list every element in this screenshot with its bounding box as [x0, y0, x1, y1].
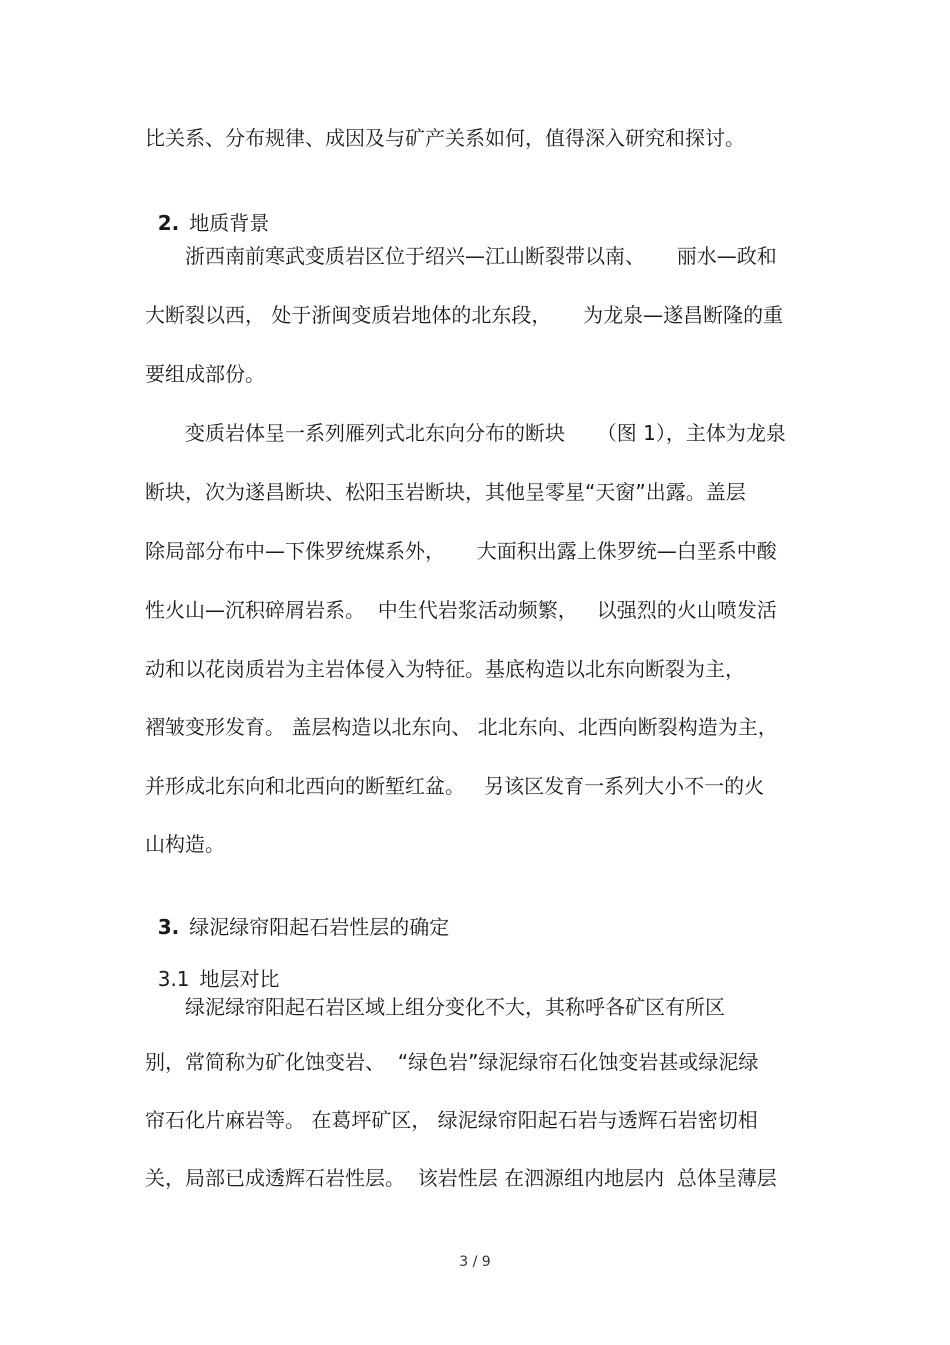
page-number: 3 / 9	[459, 1254, 491, 1270]
body-line: 帘石化片麻岩等。 在葛坪矿区， 绿泥绿帘阳起石岩与透辉石岩密切相	[145, 1108, 758, 1132]
body-line: 大断裂以西， 处于浙闽变质岩地体的北东段， 为龙泉—遂昌断隆的重	[145, 303, 784, 327]
heading-number: 2.	[157, 211, 180, 235]
heading-number: 3.	[157, 915, 180, 939]
heading-text: 地层对比	[199, 967, 280, 991]
body-line: 绿泥绿帘阳起石岩区域上组分变化不大，其称呼各矿区有所区	[185, 995, 725, 1019]
body-line: 并形成北东向和北西向的断堑红盆。 另该区发育一系列大小不一的火	[145, 774, 765, 798]
body-line: 别，常简称为矿化蚀变岩、 “绿色岩”绿泥绿帘石化蚀变岩甚或绿泥绿	[145, 1050, 759, 1074]
body-line: 山构造。	[145, 832, 225, 856]
body-line: 比关系、分布规律、成因及与矿产关系如何，值得深入研究和探讨。	[145, 126, 745, 150]
body-line: 褶皱变形发育。 盖层构造以北东向、 北北东向、北西向断裂构造为主，	[145, 715, 778, 739]
heading-text: 绿泥绿帘阳起石岩性层的确定	[189, 915, 450, 939]
subsection-heading	[145, 940, 280, 992]
body-line: 动和以花岗质岩为主岩体侵入为特征。基底构造以北东向断裂为主，	[145, 657, 745, 681]
section-heading	[145, 184, 269, 236]
body-line: 除局部分布中—下侏罗统煤系外， 大面积出露上侏罗统—白垩系中酸	[145, 539, 777, 563]
section-heading	[145, 888, 449, 940]
body-line: 变质岩体呈一系列雁列式北东向分布的断块 （图 1），主体为龙泉	[185, 421, 786, 445]
body-line: 断块，次为遂昌断块、松阳玉岩断块，其他呈零星“天窗”出露。盖层	[145, 480, 746, 504]
body-line: 关，局部已成透辉石岩性层。 该岩性层 在泗源组内地层内 总体呈薄层	[145, 1166, 777, 1190]
body-line: 要组成部份。	[145, 362, 265, 386]
heading-number: 3.1	[157, 967, 190, 991]
body-line: 性火山—沉积碎屑岩系。 中生代岩浆活动频繁， 以强烈的火山喷发活	[145, 598, 777, 622]
body-line: 浙西南前寒武变质岩区位于绍兴—江山断裂带以南、 丽水—政和	[185, 244, 777, 268]
heading-text: 地质背景	[189, 211, 270, 235]
